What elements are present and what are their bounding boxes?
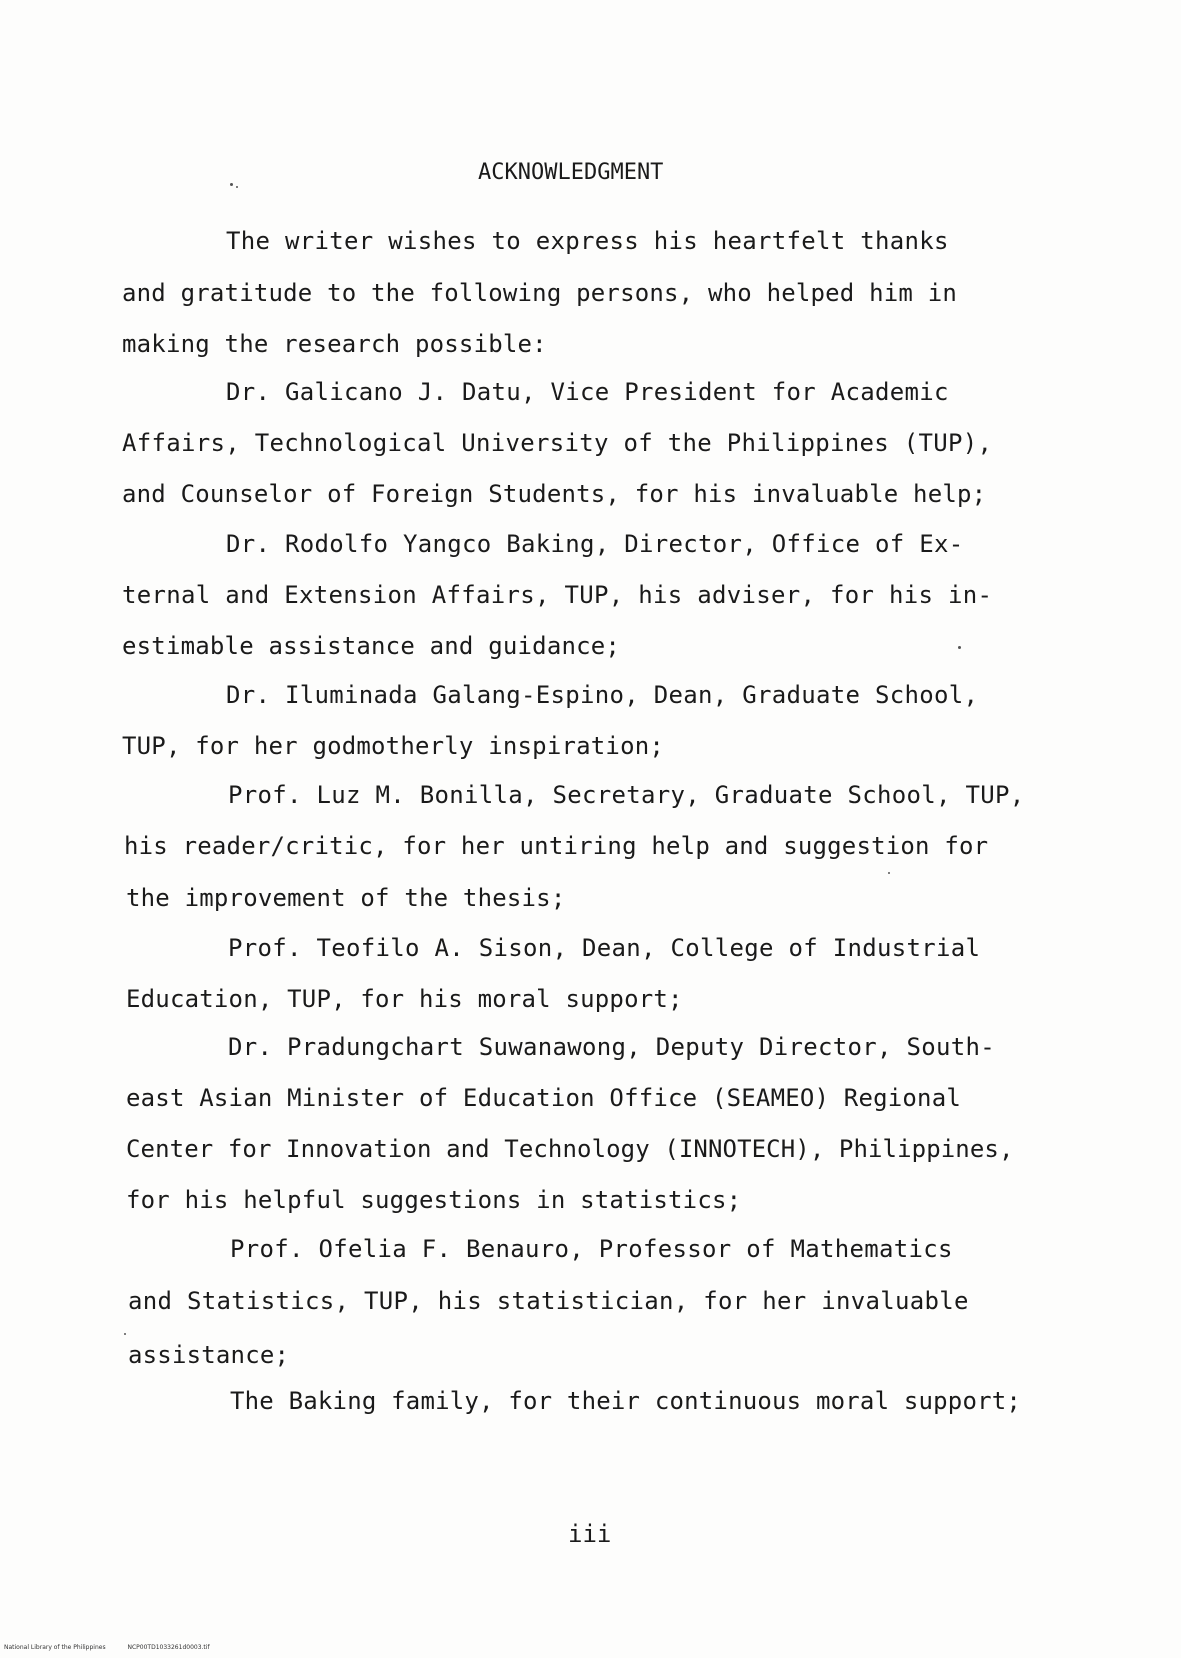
text-line: Prof. Luz M. Bonilla, Secretary, Graduate School, TUP, <box>228 781 1025 809</box>
text-line: Dr. Galicano J. Datu, Vice President for Academic <box>226 378 949 406</box>
text-line: Affairs, Technological University of the Philippines (TUP), <box>122 429 993 457</box>
scan-speck <box>888 872 890 874</box>
text-line: the improvement of the thesis; <box>126 884 566 912</box>
scan-speck <box>236 186 238 188</box>
text-line: and gratitude to the following persons, who helped him in <box>122 279 958 307</box>
footer-library: National Library of the Philippines <box>4 1644 106 1651</box>
text-line: Dr. Rodolfo Yangco Baking, Director, Office of Ex- <box>226 530 964 558</box>
text-line: east Asian Minister of Education Office (SEAMEO) Regional <box>126 1084 962 1112</box>
scan-speck <box>958 646 961 649</box>
text-line: Dr. Iluminada Galang-Espino, Dean, Graduate School, <box>226 681 979 709</box>
text-line: Center for Innovation and Technology (INNOTECH), Philippines, <box>126 1135 1014 1163</box>
text-line: and Counselor of Foreign Students, for his invaluable help; <box>122 480 987 508</box>
text-line: The Baking family, for their continuous moral support; <box>230 1387 1022 1415</box>
page-title: ACKNOWLEDGMENT <box>478 160 664 185</box>
text-line: making the research possible: <box>122 330 547 358</box>
scan-speck <box>124 1333 126 1335</box>
text-line: Dr. Pradungchart Suwanawong, Deputy Director, South- <box>228 1033 995 1061</box>
text-line: estimable assistance and guidance; <box>122 632 621 660</box>
text-line: Prof. Ofelia F. Benauro, Professor of Mathematics <box>230 1235 953 1263</box>
scan-footer <box>4 1644 230 1651</box>
text-line: his reader/critic, for her untiring help and suggestion for <box>124 832 989 860</box>
text-line: assistance; <box>128 1341 290 1369</box>
page-number: iii <box>568 1520 612 1548</box>
text-line: Prof. Teofilo A. Sison, Dean, College of Industrial <box>228 934 981 962</box>
text-line: TUP, for her godmotherly inspiration; <box>122 732 665 760</box>
scan-speck <box>230 183 233 186</box>
text-line: Education, TUP, for his moral support; <box>126 985 683 1013</box>
text-line: ternal and Extension Affairs, TUP, his adviser, for his in- <box>122 581 993 609</box>
text-line: and Statistics, TUP, his statistician, for her invaluable <box>128 1287 969 1315</box>
text-line: The writer wishes to express his heartfelt thanks <box>226 227 949 255</box>
footer-file-id: NCP00TD1033261d0003.tif <box>127 1644 210 1651</box>
text-line: for his helpful suggestions in statistics; <box>126 1186 742 1214</box>
